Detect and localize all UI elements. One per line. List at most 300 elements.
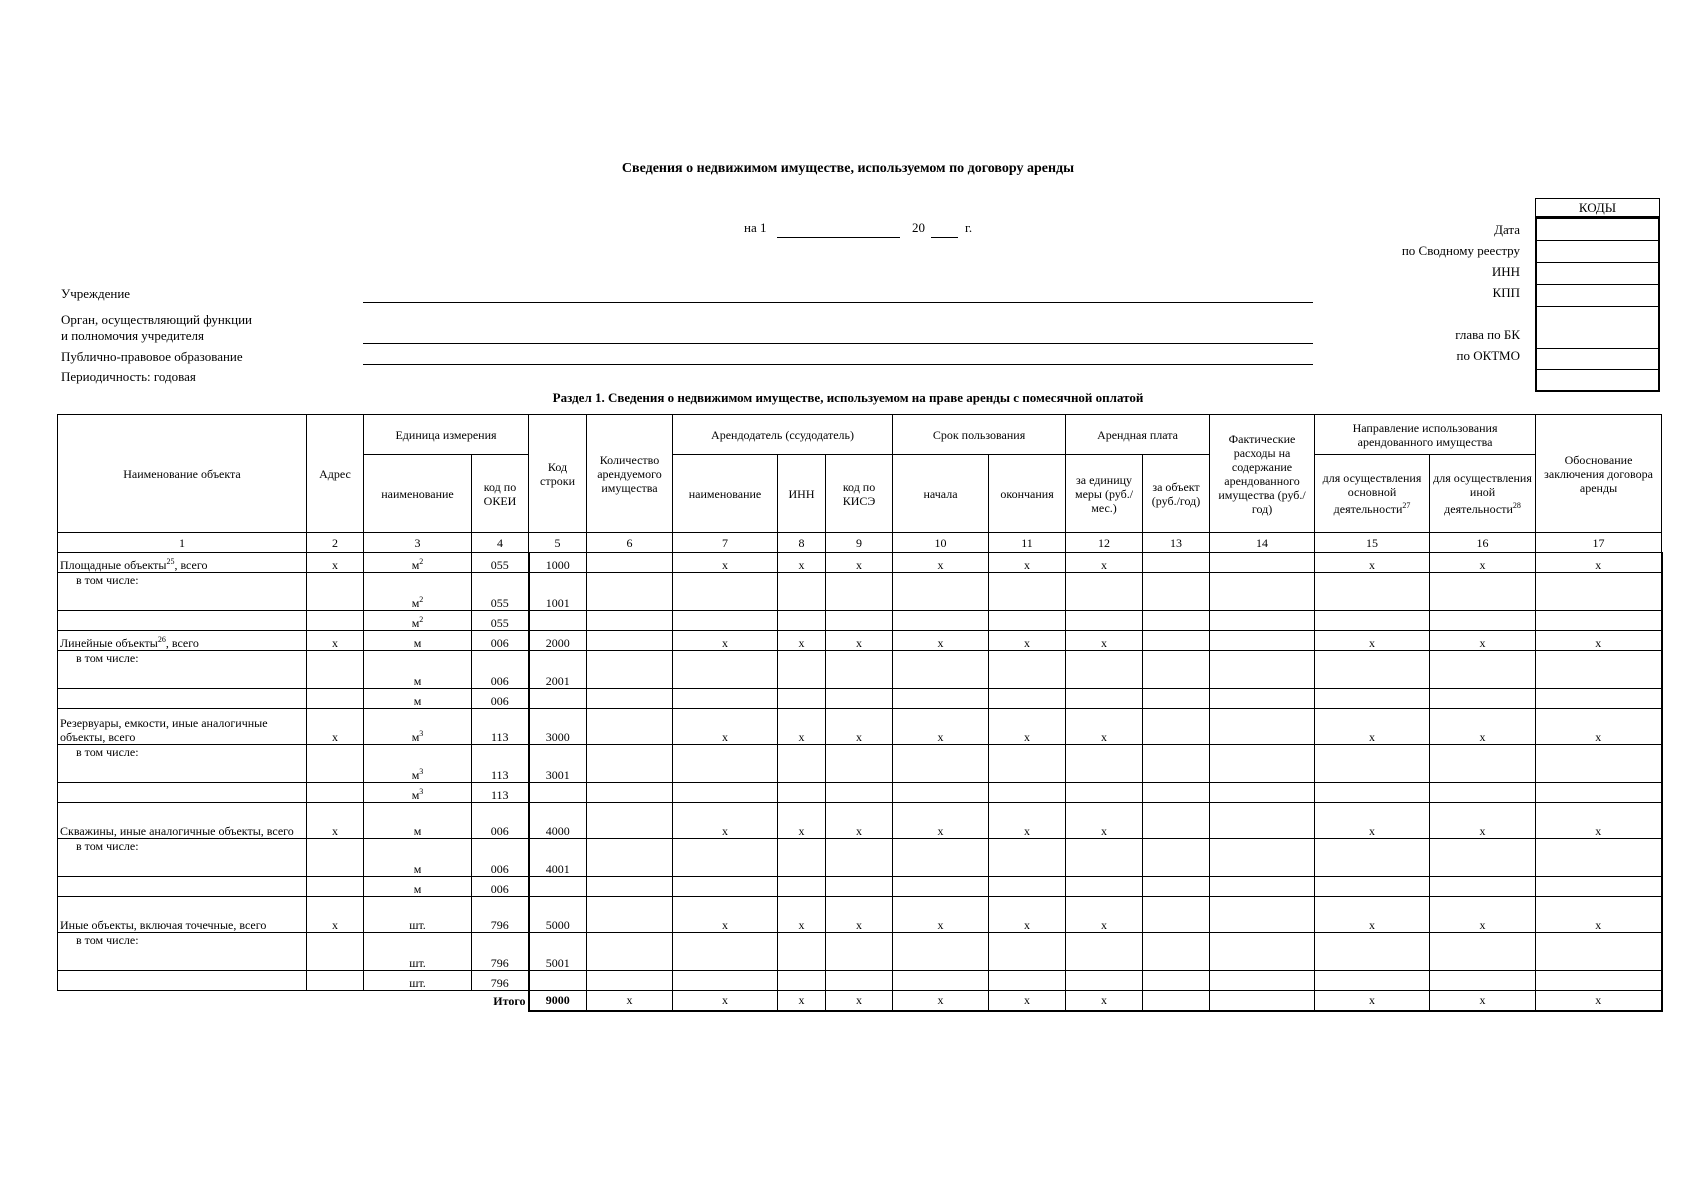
x-mark-cell: х: [1066, 709, 1143, 745]
input-cell[interactable]: [1536, 933, 1662, 971]
input-cell[interactable]: [1430, 933, 1536, 971]
okei-code-cell: 006: [472, 651, 529, 689]
input-cell[interactable]: [1066, 611, 1143, 631]
input-cell[interactable]: [587, 783, 673, 803]
col-header-usage-other: [1430, 455, 1536, 533]
input-cell[interactable]: [1536, 971, 1662, 991]
unit-power: 3: [419, 787, 424, 796]
input-cell[interactable]: [1143, 783, 1210, 803]
input-cell[interactable]: [989, 573, 1066, 611]
public-entity-label: Публично-правовое образование: [61, 349, 243, 364]
input-cell[interactable]: [307, 877, 364, 897]
input-cell[interactable]: [307, 651, 364, 689]
date-prefix: на 1: [744, 220, 767, 235]
okei-code-cell: 796: [472, 897, 529, 933]
input-cell[interactable]: [989, 971, 1066, 991]
unit-power: 2: [419, 615, 424, 624]
codes-label-date: Дата: [1494, 222, 1520, 237]
input-cell[interactable]: [1066, 745, 1143, 783]
col-number: 10: [893, 533, 989, 553]
input-cell[interactable]: [587, 803, 673, 839]
x-mark-cell: х: [778, 991, 826, 1011]
input-cell[interactable]: [989, 839, 1066, 877]
input-cell[interactable]: [893, 839, 989, 877]
input-cell[interactable]: [1143, 971, 1210, 991]
col-header-line-code: Код строки: [529, 415, 587, 533]
col-number: 5: [529, 533, 587, 553]
input-cell[interactable]: [1143, 553, 1210, 573]
unit-power: 3: [419, 729, 424, 738]
col-number: 13: [1143, 533, 1210, 553]
okei-code-cell: 055: [472, 553, 529, 573]
input-cell[interactable]: [1315, 933, 1430, 971]
input-cell[interactable]: [989, 877, 1066, 897]
unit-name-cell: [364, 933, 472, 971]
col-number: 16: [1430, 533, 1536, 553]
input-cell[interactable]: [893, 745, 989, 783]
col-header-usage: Направление использования арендованного имущества: [1315, 415, 1536, 455]
x-mark-cell: х: [307, 553, 364, 573]
input-cell[interactable]: [1143, 573, 1210, 611]
x-mark-cell: х: [893, 709, 989, 745]
x-mark-cell: х: [1066, 803, 1143, 839]
table-total-row: [58, 991, 1662, 1011]
input-cell[interactable]: [529, 689, 587, 709]
x-mark-cell: х: [893, 553, 989, 573]
okei-code-cell: 113: [472, 709, 529, 745]
input-cell[interactable]: [1210, 897, 1315, 933]
object-name-text: Скважины, иные аналогичные объекты, всего: [60, 824, 294, 838]
including-label: в том числе:: [58, 573, 307, 611]
input-cell[interactable]: [58, 611, 307, 631]
object-name-cell: [58, 897, 307, 933]
col-header-term-start: начала: [893, 455, 989, 533]
input-cell[interactable]: [778, 689, 826, 709]
code-date-field[interactable]: [1535, 217, 1660, 241]
input-cell[interactable]: [893, 651, 989, 689]
input-cell[interactable]: [989, 689, 1066, 709]
codes-block: [1535, 198, 1660, 392]
unit-name-cell: [364, 553, 472, 573]
x-mark-cell: х: [778, 553, 826, 573]
unit-power: 2: [419, 595, 424, 604]
input-cell[interactable]: [529, 877, 587, 897]
input-cell[interactable]: [307, 783, 364, 803]
input-cell[interactable]: [1143, 839, 1210, 877]
col-header-lessor-kise: код по КИСЭ: [826, 455, 893, 533]
input-cell[interactable]: [1430, 651, 1536, 689]
object-name-cell: [58, 803, 307, 839]
input-cell[interactable]: [307, 611, 364, 631]
col-number: 1: [58, 533, 307, 553]
line-code-cell: 5000: [529, 897, 587, 933]
input-cell[interactable]: [1143, 803, 1210, 839]
x-mark-cell: х: [1430, 709, 1536, 745]
input-cell[interactable]: [893, 689, 989, 709]
input-cell[interactable]: [1536, 745, 1662, 783]
code-registry-field[interactable]: [1535, 241, 1660, 263]
input-cell[interactable]: [1315, 783, 1430, 803]
input-cell[interactable]: [1210, 651, 1315, 689]
input-cell[interactable]: [1430, 877, 1536, 897]
input-cell[interactable]: [587, 573, 673, 611]
total-code-cell: 9000: [529, 991, 587, 1011]
table-row: [58, 631, 1662, 651]
unit-text: шт.: [409, 918, 426, 932]
x-mark-cell: х: [1430, 897, 1536, 933]
col-header-rent-object: за объект (руб./год): [1143, 455, 1210, 533]
usage-other-text: для осуществления иной деятельности: [1433, 471, 1532, 516]
okei-code-cell: 113: [472, 783, 529, 803]
input-cell[interactable]: [778, 573, 826, 611]
input-cell[interactable]: [673, 783, 778, 803]
input-cell[interactable]: [826, 839, 893, 877]
table-row: [58, 897, 1662, 933]
input-cell[interactable]: [1066, 933, 1143, 971]
input-cell[interactable]: [778, 877, 826, 897]
input-cell[interactable]: [989, 933, 1066, 971]
col-number: 11: [989, 533, 1066, 553]
line-code-cell: 3000: [529, 709, 587, 745]
input-cell[interactable]: [673, 877, 778, 897]
input-cell[interactable]: [893, 573, 989, 611]
input-cell[interactable]: [1143, 709, 1210, 745]
input-cell[interactable]: [673, 745, 778, 783]
input-cell[interactable]: [893, 783, 989, 803]
x-mark-cell: х: [1315, 897, 1430, 933]
input-cell[interactable]: [1315, 877, 1430, 897]
col-header-basis: Обоснование заключения договора аренды: [1536, 415, 1662, 533]
date-suffix: г.: [965, 220, 973, 235]
col-number: 17: [1536, 533, 1662, 553]
input-cell[interactable]: [778, 783, 826, 803]
input-cell[interactable]: [1066, 783, 1143, 803]
input-cell[interactable]: [587, 971, 673, 991]
input-cell[interactable]: [826, 745, 893, 783]
input-cell[interactable]: [1430, 745, 1536, 783]
object-name-suffix: , всего: [165, 636, 199, 650]
x-mark-cell: х: [778, 709, 826, 745]
input-cell[interactable]: [778, 651, 826, 689]
object-name-text: Площадные объекты: [60, 558, 167, 572]
unit-text: шт.: [409, 976, 426, 990]
input-cell[interactable]: [587, 877, 673, 897]
input-cell[interactable]: [893, 971, 989, 991]
code-inn-field[interactable]: [1535, 263, 1660, 285]
x-mark-cell: х: [1066, 991, 1143, 1011]
input-cell[interactable]: [826, 611, 893, 631]
object-name-cell: [58, 709, 307, 745]
input-cell[interactable]: [1315, 573, 1430, 611]
col-header-rent-unit: за единицу меры (руб./мес.): [1066, 455, 1143, 533]
input-cell[interactable]: [529, 611, 587, 631]
including-label: в том числе:: [58, 745, 307, 783]
code-bk-field[interactable]: [1535, 307, 1660, 349]
input-cell[interactable]: [307, 745, 364, 783]
x-mark-cell: х: [1066, 897, 1143, 933]
table-row: [58, 783, 1662, 803]
including-label: в том числе:: [58, 651, 307, 689]
code-extra-field[interactable]: [1535, 370, 1660, 392]
input-cell[interactable]: [529, 783, 587, 803]
x-mark-cell: х: [1315, 803, 1430, 839]
unit-name-cell: [364, 651, 472, 689]
input-cell[interactable]: [826, 877, 893, 897]
x-mark-cell: х: [1430, 803, 1536, 839]
input-cell[interactable]: [1066, 573, 1143, 611]
input-cell[interactable]: [673, 839, 778, 877]
input-cell[interactable]: [58, 783, 307, 803]
input-cell[interactable]: [1430, 573, 1536, 611]
property-table: [57, 414, 1663, 1012]
input-cell[interactable]: [1210, 709, 1315, 745]
input-cell[interactable]: [1430, 611, 1536, 631]
input-cell[interactable]: [1210, 971, 1315, 991]
x-mark-cell: х: [673, 991, 778, 1011]
input-cell[interactable]: [307, 971, 364, 991]
input-cell[interactable]: [1066, 839, 1143, 877]
date-year-prefix: 20: [912, 220, 925, 235]
input-cell[interactable]: [673, 573, 778, 611]
input-cell[interactable]: [673, 689, 778, 709]
input-cell[interactable]: [989, 745, 1066, 783]
input-cell[interactable]: [1315, 611, 1430, 631]
x-mark-cell: х: [1536, 897, 1662, 933]
x-mark-cell: х: [826, 553, 893, 573]
input-cell[interactable]: [1210, 745, 1315, 783]
input-cell[interactable]: [1536, 651, 1662, 689]
okei-code-cell: 796: [472, 971, 529, 991]
input-cell[interactable]: [1210, 689, 1315, 709]
input-cell[interactable]: [1536, 839, 1662, 877]
input-cell[interactable]: [1210, 611, 1315, 631]
input-cell[interactable]: [1536, 689, 1662, 709]
okei-code-cell: 796: [472, 933, 529, 971]
x-mark-cell: х: [673, 709, 778, 745]
col-number: 12: [1066, 533, 1143, 553]
col-header-actual-expenses: Фактические расходы на содержание арендованного имущества (руб./год): [1210, 415, 1315, 533]
unit-name-cell: [364, 745, 472, 783]
input-cell[interactable]: [893, 877, 989, 897]
unit-name-cell: [364, 689, 472, 709]
input-cell[interactable]: [587, 631, 673, 651]
input-cell[interactable]: [1210, 877, 1315, 897]
input-cell[interactable]: [587, 689, 673, 709]
input-cell[interactable]: [1430, 783, 1536, 803]
x-mark-cell: х: [673, 631, 778, 651]
input-cell[interactable]: [1143, 631, 1210, 651]
table-row: [58, 803, 1662, 839]
x-mark-cell: х: [1315, 709, 1430, 745]
input-cell[interactable]: [778, 933, 826, 971]
input-cell[interactable]: [1210, 631, 1315, 651]
input-cell[interactable]: [989, 651, 1066, 689]
line-code-cell: 1000: [529, 553, 587, 573]
input-cell[interactable]: [1143, 933, 1210, 971]
input-cell[interactable]: [826, 971, 893, 991]
input-cell[interactable]: [1143, 897, 1210, 933]
input-cell[interactable]: [1143, 651, 1210, 689]
unit-name-cell: [364, 803, 472, 839]
input-cell[interactable]: [1315, 971, 1430, 991]
unit-name-cell: [364, 839, 472, 877]
input-cell[interactable]: [1210, 839, 1315, 877]
table-row: [58, 971, 1662, 991]
input-cell[interactable]: [1210, 991, 1315, 1011]
input-cell[interactable]: [1315, 689, 1430, 709]
codes-label-bk: глава по БК: [1455, 327, 1520, 342]
input-cell[interactable]: [1430, 839, 1536, 877]
input-cell[interactable]: [1066, 971, 1143, 991]
section-title: Раздел 1. Сведения о недвижимом имуществе, используемом на праве аренды с помесячной оплатой: [552, 390, 1144, 405]
input-cell[interactable]: [826, 573, 893, 611]
total-label: Итого: [493, 993, 526, 1008]
organ-field[interactable]: [363, 343, 1313, 344]
codes-label-registry: по Сводному реестру: [1401, 243, 1520, 258]
codes-label-kpp: КПП: [1492, 285, 1520, 300]
input-cell[interactable]: [1143, 689, 1210, 709]
date-day-month-field[interactable]: [777, 237, 900, 238]
input-cell[interactable]: [529, 971, 587, 991]
input-cell[interactable]: [1536, 877, 1662, 897]
unit-text: м: [411, 730, 420, 744]
x-mark-cell: х: [826, 991, 893, 1011]
input-cell[interactable]: [673, 611, 778, 631]
input-cell[interactable]: [1210, 933, 1315, 971]
input-cell[interactable]: [1066, 689, 1143, 709]
input-cell[interactable]: [826, 689, 893, 709]
date-year-field[interactable]: [931, 237, 958, 238]
input-cell[interactable]: [778, 839, 826, 877]
object-name-text: Резервуары, емкости, иные аналогичные объекты, всего: [60, 716, 268, 744]
input-cell[interactable]: [307, 933, 364, 971]
input-cell[interactable]: [893, 611, 989, 631]
table-row: [58, 709, 1662, 745]
x-mark-cell: х: [989, 709, 1066, 745]
x-mark-cell: х: [1315, 553, 1430, 573]
unit-text: м: [413, 862, 422, 876]
input-cell[interactable]: [1536, 573, 1662, 611]
okei-code-cell: 006: [472, 631, 529, 651]
input-cell[interactable]: [1143, 877, 1210, 897]
input-cell[interactable]: [989, 611, 1066, 631]
input-cell[interactable]: [307, 689, 364, 709]
code-kpp-field[interactable]: [1535, 285, 1660, 307]
object-name-footnote: 25: [166, 557, 175, 566]
institution-label: Учреждение: [61, 286, 131, 301]
x-mark-cell: х: [673, 553, 778, 573]
x-mark-cell: х: [1536, 553, 1662, 573]
input-cell[interactable]: [587, 745, 673, 783]
input-cell[interactable]: [826, 933, 893, 971]
input-cell[interactable]: [1430, 689, 1536, 709]
input-cell[interactable]: [1210, 573, 1315, 611]
input-cell[interactable]: [58, 877, 307, 897]
col-number: 3: [364, 533, 472, 553]
col-header-lessor: Арендодатель (ссудодатель): [673, 415, 893, 455]
unit-text: м: [411, 616, 420, 630]
input-cell[interactable]: [1210, 553, 1315, 573]
input-cell[interactable]: [673, 651, 778, 689]
unit-name-cell: [364, 631, 472, 651]
input-cell[interactable]: [778, 611, 826, 631]
institution-field[interactable]: [363, 302, 1313, 303]
okei-code-cell: 006: [472, 803, 529, 839]
col-header-term-end: окончания: [989, 455, 1066, 533]
unit-name-cell: [364, 709, 472, 745]
col-number: 14: [1210, 533, 1315, 553]
input-cell[interactable]: [587, 839, 673, 877]
input-cell[interactable]: [1210, 803, 1315, 839]
table-row: [58, 573, 1662, 611]
input-cell[interactable]: [587, 553, 673, 573]
input-cell[interactable]: [587, 611, 673, 631]
input-cell[interactable]: [1536, 611, 1662, 631]
input-cell[interactable]: [1143, 611, 1210, 631]
input-cell[interactable]: [1066, 651, 1143, 689]
input-cell[interactable]: [58, 689, 307, 709]
x-mark-cell: х: [1430, 631, 1536, 651]
col-header-lessor-inn: ИНН: [778, 455, 826, 533]
input-cell[interactable]: [673, 933, 778, 971]
input-cell[interactable]: [893, 933, 989, 971]
input-cell[interactable]: [587, 651, 673, 689]
input-cell[interactable]: [1210, 783, 1315, 803]
input-cell[interactable]: [1430, 971, 1536, 991]
input-cell[interactable]: [778, 971, 826, 991]
input-cell[interactable]: [307, 573, 364, 611]
unit-name-cell: [364, 971, 472, 991]
unit-text: м: [413, 882, 422, 896]
organ-label-1: Орган, осуществляющий функции: [61, 312, 252, 327]
public-entity-field[interactable]: [363, 364, 1313, 365]
col-header-term: Срок пользования: [893, 415, 1066, 455]
x-mark-cell: х: [893, 631, 989, 651]
codes-label-inn: ИНН: [1491, 264, 1520, 279]
input-cell[interactable]: [587, 897, 673, 933]
input-cell[interactable]: [1315, 839, 1430, 877]
code-oktmo-field[interactable]: [1535, 349, 1660, 370]
input-cell[interactable]: [1066, 877, 1143, 897]
input-cell[interactable]: [1536, 783, 1662, 803]
input-cell[interactable]: [778, 745, 826, 783]
x-mark-cell: х: [826, 709, 893, 745]
input-cell[interactable]: [587, 709, 673, 745]
input-cell[interactable]: [826, 651, 893, 689]
input-cell[interactable]: [1143, 991, 1210, 1011]
input-cell[interactable]: [1315, 745, 1430, 783]
unit-text: м: [413, 694, 422, 708]
input-cell[interactable]: [1143, 745, 1210, 783]
input-cell[interactable]: [587, 933, 673, 971]
object-name-cell: [58, 631, 307, 651]
table-row: [58, 877, 1662, 897]
input-cell[interactable]: [307, 839, 364, 877]
x-mark-cell: х: [1536, 709, 1662, 745]
x-mark-cell: х: [778, 631, 826, 651]
unit-power: 2: [419, 557, 424, 566]
object-name-text: Линейные объекты: [60, 636, 158, 650]
object-name-suffix: , всего: [174, 558, 208, 572]
x-mark-cell: х: [1430, 553, 1536, 573]
input-cell[interactable]: [673, 971, 778, 991]
input-cell[interactable]: [826, 783, 893, 803]
x-mark-cell: х: [1536, 991, 1662, 1011]
unit-text: м: [411, 768, 420, 782]
input-cell[interactable]: [989, 783, 1066, 803]
input-cell[interactable]: [58, 971, 307, 991]
input-cell[interactable]: [1315, 651, 1430, 689]
